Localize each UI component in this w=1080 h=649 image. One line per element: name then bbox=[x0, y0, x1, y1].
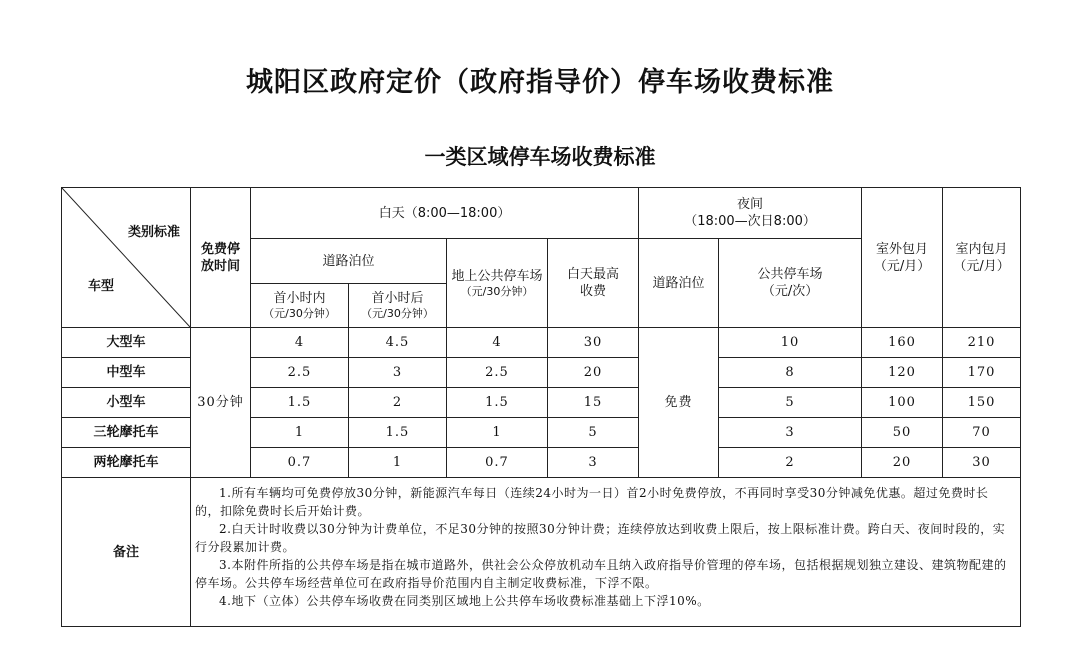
night-public-unit: （元/次） bbox=[761, 284, 819, 299]
monthly-outdoor-cell: 20 bbox=[862, 448, 943, 478]
ground-public-cell: 2.5 bbox=[447, 358, 548, 388]
night-road-fee-cell: 免费 bbox=[639, 328, 719, 478]
road-parking-header: 道路泊位 bbox=[251, 239, 447, 284]
day-max-cell: 3 bbox=[548, 448, 639, 478]
monthly-indoor-cell: 150 bbox=[943, 388, 1021, 418]
notes-row bbox=[62, 478, 1021, 627]
day-max-cell: 5 bbox=[548, 418, 639, 448]
ground-public-header bbox=[447, 239, 548, 328]
night-public-cell: 8 bbox=[719, 358, 862, 388]
vehicle-cell: 大型车 bbox=[62, 328, 191, 358]
after-first-hour-unit: （元/30分钟） bbox=[361, 307, 434, 320]
day-max-cell: 30 bbox=[548, 328, 639, 358]
fee-table bbox=[61, 187, 1021, 627]
monthly-indoor-cell: 170 bbox=[943, 358, 1021, 388]
day-max-cell: 15 bbox=[548, 388, 639, 418]
after-hour-cell: 2 bbox=[349, 388, 447, 418]
monthly-indoor-cell: 210 bbox=[943, 328, 1021, 358]
vehicle-type-label: 车型 bbox=[88, 279, 115, 294]
ground-public-unit: （元/30分钟） bbox=[460, 284, 534, 298]
ground-public-label: 地上公共停车场 bbox=[451, 268, 543, 284]
vehicle-cell: 小型车 bbox=[62, 388, 191, 418]
notes-cell bbox=[191, 478, 1021, 627]
after-hour-cell: 1 bbox=[349, 448, 447, 478]
first-hour-cell: 1 bbox=[251, 418, 349, 448]
after-first-hour-header bbox=[349, 284, 447, 328]
note-item: 2.白天计时收费以30分钟为计费单位，不足30分钟的按照30分钟计费；连续停放达到收费上限后，按上限标准计费。跨白天、夜间时段的，实行分段累加计费。 bbox=[195, 522, 1006, 554]
daytime-header: 白天（8:00—18:00） bbox=[251, 188, 639, 239]
after-hour-cell: 4.5 bbox=[349, 328, 447, 358]
night-public-cell: 10 bbox=[719, 328, 862, 358]
night-header-time: （18:00—次日8:00） bbox=[684, 214, 816, 229]
note-item: 3.本附件所指的公共停车场是指在城市道路外，供社会公众停放机动车且纳入政府指导价管理的停车场，包括根据规划独立建设、建筑物配建的停车场。公共停车场经营单位可在政府指导价范围内自主制定收费标准，下浮不限。 bbox=[195, 558, 1007, 590]
monthly-outdoor-cell: 160 bbox=[862, 328, 943, 358]
page-title: 城阳区政府定价（政府指导价）停车场收费标准 bbox=[246, 67, 834, 98]
night-public-label: 公共停车场 bbox=[757, 267, 823, 282]
day-max-cell: 20 bbox=[548, 358, 639, 388]
first-hour-cell: 2.5 bbox=[251, 358, 349, 388]
monthly-outdoor-cell: 100 bbox=[862, 388, 943, 418]
table-row bbox=[62, 328, 1021, 358]
monthly-indoor-cell: 30 bbox=[943, 448, 1021, 478]
diagonal-line bbox=[62, 188, 190, 327]
day-max-header: 白天最高收费 bbox=[548, 239, 639, 328]
monthly-indoor-cell: 70 bbox=[943, 418, 1021, 448]
night-public-header bbox=[719, 239, 862, 328]
monthly-outdoor-cell: 120 bbox=[862, 358, 943, 388]
first-hour-cell: 0.7 bbox=[251, 448, 349, 478]
night-public-cell: 5 bbox=[719, 388, 862, 418]
monthly-indoor-header: 室内包月（元/月） bbox=[943, 188, 1021, 328]
after-hour-cell: 3 bbox=[349, 358, 447, 388]
night-road-header: 道路泊位 bbox=[639, 239, 719, 328]
vehicle-cell: 中型车 bbox=[62, 358, 191, 388]
free-time-cell: 30分钟 bbox=[191, 328, 251, 478]
vehicle-cell: 三轮摩托车 bbox=[62, 418, 191, 448]
first-hour-cell: 4 bbox=[251, 328, 349, 358]
table-title: 一类区域停车场收费标准 bbox=[424, 144, 656, 169]
free-parking-header: 免费停放时间 bbox=[191, 188, 251, 328]
night-public-cell: 2 bbox=[719, 448, 862, 478]
first-hour-header bbox=[251, 284, 349, 328]
first-hour-cell: 1.5 bbox=[251, 388, 349, 418]
ground-public-cell: 0.7 bbox=[447, 448, 548, 478]
after-hour-cell: 1.5 bbox=[349, 418, 447, 448]
note-item: 4.地下（立体）公共停车场收费在同类别区域地上公共停车场收费标准基础上下浮10%。 bbox=[219, 594, 710, 608]
category-label: 类别标准 bbox=[127, 225, 180, 240]
vehicle-cell: 两轮摩托车 bbox=[62, 448, 191, 478]
monthly-outdoor-cell: 50 bbox=[862, 418, 943, 448]
notes-label: 备注 bbox=[62, 478, 191, 627]
after-first-hour-label: 首小时后 bbox=[371, 291, 424, 306]
night-header bbox=[639, 188, 862, 239]
header-diagonal-cell bbox=[62, 188, 191, 328]
monthly-outdoor-header: 室外包月（元/月） bbox=[862, 188, 943, 328]
night-public-cell: 3 bbox=[719, 418, 862, 448]
ground-public-cell: 4 bbox=[447, 328, 548, 358]
ground-public-cell: 1 bbox=[447, 418, 548, 448]
first-hour-label: 首小时内 bbox=[273, 291, 326, 306]
note-item: 1.所有车辆均可免费停放30分钟，新能源汽车每日（连续24小时为一日）首2小时免费停放，不再同时享受30分钟减免优惠。超过免费时长的，扣除免费时长后开始计费。 bbox=[195, 486, 989, 518]
night-header-title: 夜间 bbox=[737, 197, 764, 212]
ground-public-cell: 1.5 bbox=[447, 388, 548, 418]
first-hour-unit: （元/30分钟） bbox=[263, 307, 336, 320]
